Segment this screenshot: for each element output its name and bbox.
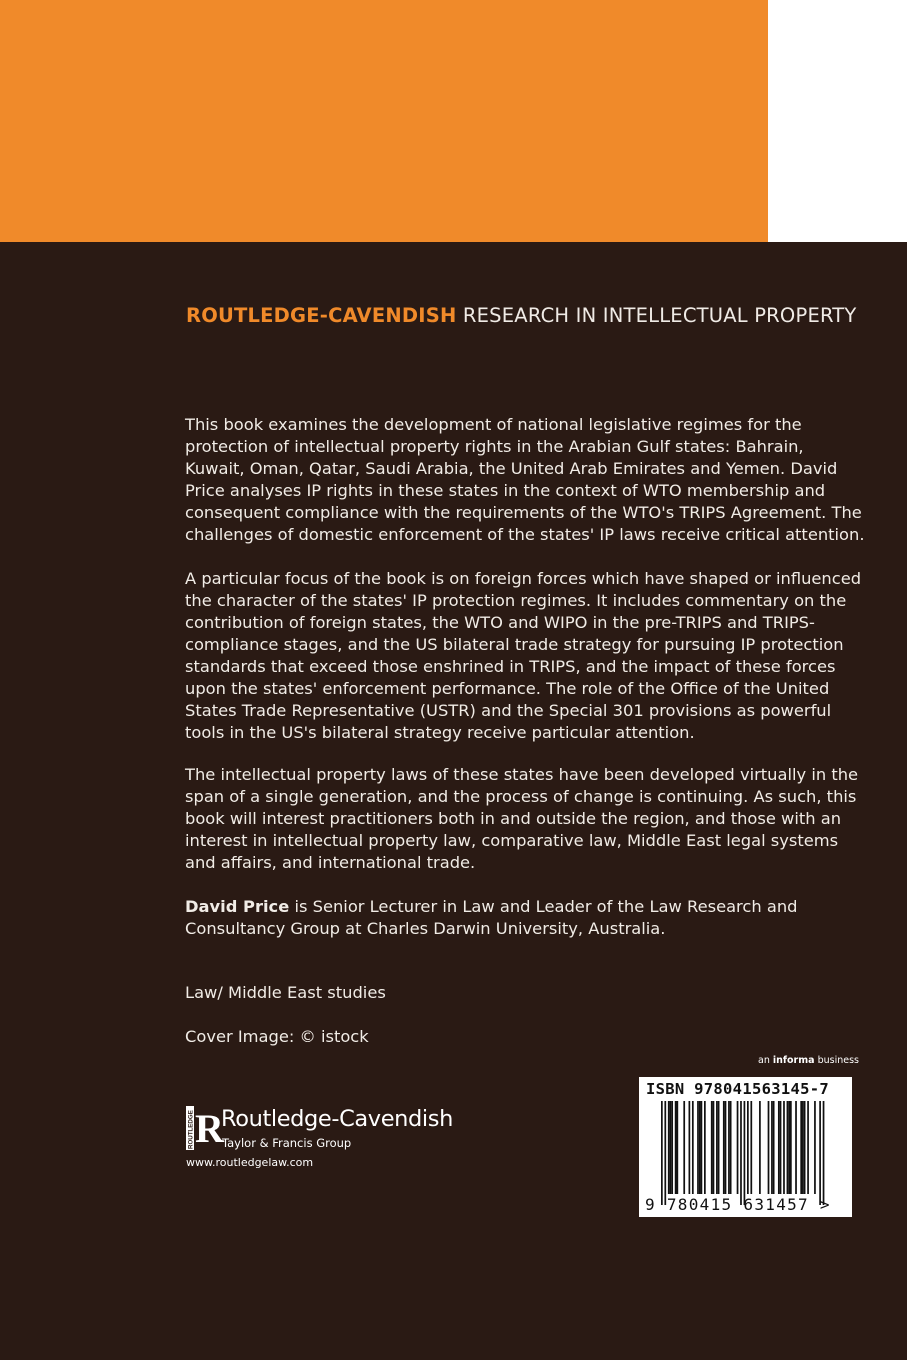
barcode-bar <box>730 1101 732 1194</box>
barcode-bar <box>823 1101 825 1205</box>
series-title: RESEARCH IN INTELLECTUAL PROPERTY <box>462 304 857 327</box>
publisher-group: Taylor & Francis Group <box>222 1136 352 1150</box>
blurb-paragraph-1: This book examines the development of national legislative regimes for the protection of intellectual property rights in the Arabian Gulf states: Bahrain, Kuwait, Oman, Qatar, Saudi Arabia, the United Arab Emirates and Yemen. David Price analyses IP rights in these states in the context of WTO membership and consequent compliance with the requirements of the WTO's TRIPS Agreement. The challenges of domestic enforcement of the states' IP laws receive critical attention. <box>185 415 865 544</box>
series-heading <box>186 304 886 327</box>
barcode-bar <box>780 1101 782 1194</box>
barcode-bar <box>683 1101 685 1194</box>
informa-brand: informa <box>772 1055 815 1066</box>
barcode-bar <box>790 1101 792 1194</box>
barcode-bar <box>711 1101 713 1194</box>
cover-image-credit: Cover Image: © istock <box>185 1027 369 1046</box>
barcode-bar <box>795 1101 797 1194</box>
author-bio <box>185 896 865 940</box>
barcode-bar <box>819 1101 821 1205</box>
informa-prefix: an <box>758 1055 773 1066</box>
barcode-bar <box>692 1101 694 1194</box>
informa-business-line <box>758 1055 859 1066</box>
logo-vertical-text: ROUTLEDGE <box>187 1110 195 1149</box>
barcode-bar <box>771 1101 773 1194</box>
isbn-label: ISBN 978041563145-7 <box>646 1080 830 1098</box>
barcode-bar <box>787 1101 789 1194</box>
orange-color-band <box>0 0 768 242</box>
barcode-bar <box>675 1101 677 1194</box>
publisher-logo-block <box>186 1106 486 1176</box>
blurb-paragraph-3: The intellectual property laws of these states have been developed virtually in the span of a single generation, and the process of change is continuing. As such, this book will interest practitioners both in and outside the region, and those with an interest in intellectual property law, comparative law, Middle East legal systems and affairs, and international trade. <box>185 765 859 872</box>
author-name: David Price <box>185 897 290 916</box>
barcode-bar <box>713 1101 715 1194</box>
barcode-bar <box>716 1101 718 1194</box>
barcode-bar <box>737 1101 739 1194</box>
barcode-bar <box>671 1101 673 1194</box>
barcode-bar <box>718 1101 720 1194</box>
barcode-bar <box>697 1101 699 1194</box>
barcode-bar <box>664 1101 666 1205</box>
author-bio-text: is Senior Lecturer in Law and Leader of the Law Research and Consultancy Group at Charles Darwin University, Australia. <box>185 897 798 938</box>
barcode-bar <box>773 1101 775 1194</box>
barcode-bar <box>689 1101 691 1194</box>
barcode-bar <box>802 1101 804 1194</box>
barcode-bar <box>668 1101 670 1194</box>
barcode-bar <box>747 1101 749 1194</box>
routledge-logo-icon <box>186 1106 224 1151</box>
barcode-bar <box>807 1101 809 1194</box>
barcode-bar <box>800 1101 802 1194</box>
barcode-bar <box>768 1101 770 1194</box>
publisher-name: Routledge-Cavendish <box>221 1106 453 1132</box>
barcode-bar <box>699 1101 701 1194</box>
barcode-bar <box>723 1101 725 1194</box>
barcode-bar <box>744 1101 746 1205</box>
barcode-bar <box>783 1101 785 1194</box>
isbn-barcode <box>639 1077 852 1217</box>
barcode-bar <box>750 1101 752 1194</box>
barcode-bar <box>759 1101 761 1194</box>
barcode-bar <box>814 1101 816 1194</box>
informa-suffix: business <box>814 1055 859 1066</box>
subject-category: Law/ Middle East studies <box>185 983 386 1002</box>
blurb-paragraph-2: A particular focus of the book is on foreign forces which have shaped or influenced the character of the states' IP protection regimes. It includes commentary on the contribution of foreign states, the WTO and WIPO in the pre-TRIPS and TRIPS-compliance stages, and the US bilateral trade strategy for pursuing IP protection standards that exceed those enshrined in TRIPS, and the impact of these forces upon the states' enforcement performance. The role of the Office of the United States Trade Representative (USTR) and the Special 301 provisions as powerful tools in the US's bilateral strategy receive particular attention. <box>185 569 862 742</box>
barcode-digits: 9 780415 631457 > <box>645 1195 831 1214</box>
barcode-bar <box>788 1101 790 1194</box>
barcode-bar <box>804 1101 806 1194</box>
publisher-url[interactable]: www.routledgelaw.com <box>186 1156 314 1169</box>
barcode-bar <box>704 1101 706 1194</box>
logo-letter: R <box>195 1106 224 1151</box>
barcode-bar <box>725 1101 727 1194</box>
series-publisher: ROUTLEDGE-CAVENDISH <box>186 304 457 327</box>
white-corner-block <box>768 0 907 242</box>
barcode-bar <box>778 1101 780 1194</box>
barcode-bar <box>728 1101 730 1194</box>
barcode-bar <box>676 1101 678 1194</box>
barcode-bar <box>701 1101 703 1194</box>
barcode-bar <box>661 1101 663 1205</box>
barcode-bar <box>670 1101 672 1194</box>
barcode-bar <box>740 1101 742 1205</box>
